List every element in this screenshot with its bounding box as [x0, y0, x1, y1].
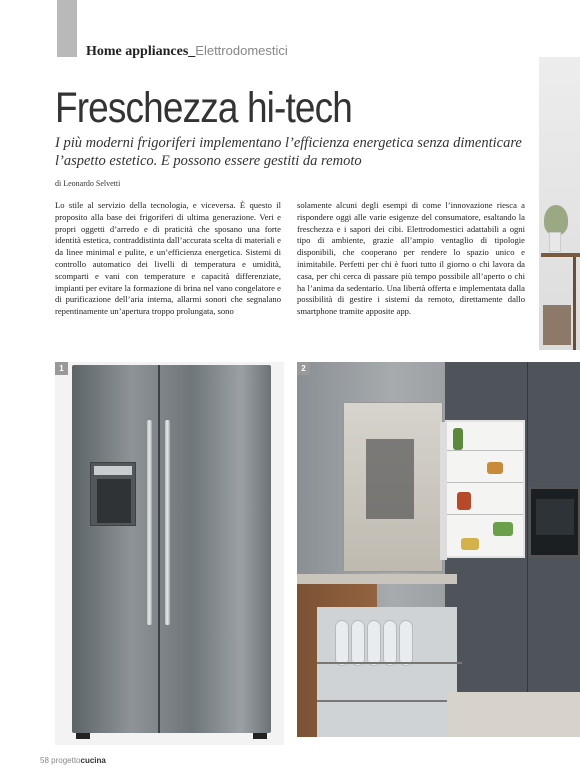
plate	[383, 620, 397, 666]
article-byline: di Leonardo Selvetti	[55, 179, 121, 188]
water-dispenser	[90, 462, 136, 526]
shelf-leg-shape	[573, 257, 576, 350]
fridge-foot-left	[76, 733, 90, 739]
magazine-name-bold: cucina	[80, 756, 106, 765]
dish-rack	[317, 662, 462, 702]
vase-shape	[549, 232, 561, 252]
stool-shape	[543, 305, 571, 345]
fridge-shelf	[447, 450, 523, 451]
food-item	[487, 462, 503, 474]
section-label-bold: Home appliances_	[86, 44, 196, 59]
kitchen-floor	[447, 692, 580, 737]
plate	[367, 620, 381, 666]
plate	[335, 620, 349, 666]
photo-fridge	[55, 362, 284, 745]
food-item	[461, 538, 479, 550]
food-item	[453, 428, 463, 450]
fridge-shelf	[447, 514, 523, 515]
page-footer	[40, 756, 106, 765]
cabinet-line	[527, 362, 528, 737]
plate	[399, 620, 413, 666]
plate	[351, 620, 365, 666]
body-column-right: solamente alcuni degli esempi di come l’innovazione riesca a rispondere oggi alle varie esigenze del consumatore, esaltando la freschezza e i sapori dei cibi. Elettrodomestici adattabili a ogni tipo di ambiente, grazie all’ampio ventaglio di tipologie disponibili, che cooperano per rendere lo spazio unico e inimitabile. Perfetti per chi è fuori tutto il giorno o chi lavora da casa, per chi cerca di passare più tempo possibile all’aperto o chi ha l’anima da sedentario. Una libertà offerta e implementata dalla possibilità di gestire i sistemi da remoto, direttamente dallo smartphone tramite apposite app.	[297, 200, 525, 317]
article-subtitle: I più moderni frigoriferi implementano l’efficienza energetica senza dimenticare l’aspetto estetico. E possono essere gestiti da remoto	[55, 135, 522, 169]
dispenser-cavity	[97, 479, 131, 523]
body-column-left: Lo stile al servizio della tecnologia, e viceversa. È questo il proposito alla base dei frigoriferi di ultima generazione. Veri e propri oggetti d’arredo e di praticità che sposano una forte identità estetica, contraddistinta dall’accurata scelta di materiali e da linee minimal e pulite, e un’efficienza energetica. Sistemi di controllo automatico dei livelli di temperatura e umidità, scomparti e vani con temperature e capacità differenziate, impianti per evitare la formazione di brina nel vano congelatore e di purificazione dell’aria interna, allarmi sonori che segnalano repentinamente un’apertura troppo prolungata, sono	[55, 200, 281, 317]
section-label	[86, 43, 288, 60]
fridge-illustration	[72, 365, 271, 733]
fridge-shelf	[447, 482, 523, 483]
fridge-handle-left	[147, 420, 152, 625]
magazine-name-light: progetto	[51, 756, 81, 765]
fridge-foot-right	[253, 733, 267, 739]
page-number: 58	[40, 756, 49, 765]
fridge-handle-right	[165, 420, 170, 625]
artwork-stroke	[366, 439, 414, 519]
article-title: Freschezza hi-tech	[55, 84, 352, 132]
section-label-light: Elettrodomestici	[195, 43, 288, 58]
fridge-door	[440, 422, 447, 560]
open-built-in-fridge	[445, 420, 525, 558]
built-in-oven	[529, 487, 580, 557]
food-item	[457, 492, 471, 510]
photo-number-badge: 2	[297, 362, 310, 375]
plant-shape	[544, 205, 568, 235]
side-photo-interior	[539, 57, 580, 350]
oven-glass	[536, 499, 574, 535]
wall-artwork	[343, 402, 443, 572]
countertop	[297, 574, 457, 584]
photo-kitchen	[297, 362, 580, 737]
photo-number-badge: 1	[55, 362, 68, 375]
fridge-door-split	[158, 365, 160, 733]
header-tab	[57, 0, 77, 57]
food-item	[493, 522, 513, 536]
dispenser-panel	[94, 466, 132, 475]
